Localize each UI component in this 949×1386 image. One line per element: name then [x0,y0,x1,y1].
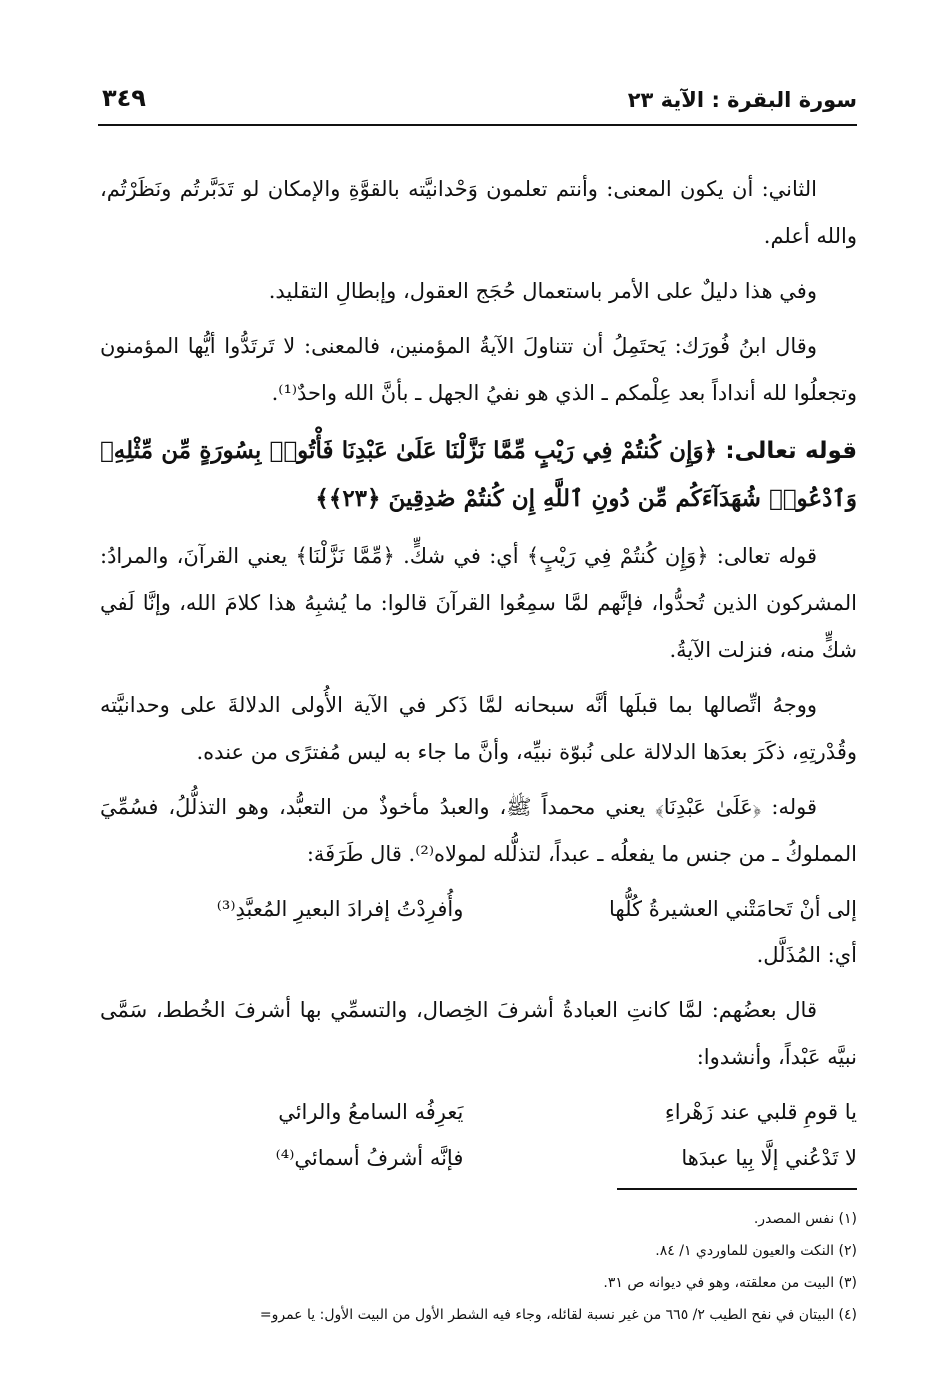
poem-line-3 [100,1135,857,1181]
main-text [100,166,857,1181]
paragraph-7: أي: المُذَلَّل. [756,943,857,967]
verse-heading [100,427,857,523]
poem-line-2 [100,1089,857,1135]
footnotes [94,1203,857,1331]
poem-line-1-second-hemistich: وأُفرِدْتُ إفرادَ البعيرِ المُعبَّدِ⁽³⁾ [216,897,464,921]
poem-line-1-first-hemistich: إلى أنْ تَحامَتْني العشيرةُ كُلُّها [609,897,857,921]
verse-heading-ayah: ﴿وَإِن كُنتُمْ فِي رَيْبٍ مِّمَّا نَزَّلْنَا عَلَىٰ عَبْدِنَا فَأْتُوا۟ بِسُورَةٍ مِّن مِّثْلِهِۦ وَٱدْعُوا۟ شُهَدَآءَكُم مِّن دُونِ ٱللَّهِ إِن كُنتُمْ صَٰدِقِينَ ﴿٢٣﴾﴾ [100,437,857,512]
footnote-separator [617,1188,857,1190]
poem-line-3-first-hemistich: لا تَدْعُني إلَّا بِيا عبدَها [681,1146,857,1170]
poem-line-1 [100,886,857,932]
running-title: سورة البقرة : الآية ٢٣ [627,88,857,112]
paragraph-3: وقال ابنُ فُورَك: يَحتَمِلُ أن تتناولَ الآيةُ المؤمنين، فالمعنى: لا تَرتَدُّوا أيُّها المؤمنون وتجعلُوا لله أنداداً بعد عِلْمكم ـ الذي هو نفيُ الجهل ـ بأنَّ الله واحدٌ⁽¹⁾. [100,334,857,405]
poem-line-3-second-hemistich: فإنَّه أشرفُ أسمائي⁽⁴⁾ [275,1146,464,1170]
page-header [98,84,857,126]
paragraph-8: قال بعضُهم: لمَّا كانتِ العبادةُ أشرفَ الخِصال، والتسمِّي بها أشرفَ الخُطط، سَمَّى نبيَّه عَبْداً، وأنشدوا: [100,998,857,1069]
poem-line-2-second-hemistich: يَعرِفُه السامعُ والرائي [278,1100,464,1124]
page-number: ٣٤٩ [102,84,146,112]
footnote-1: (١) نفس المصدر. [753,1211,857,1227]
paragraph-5: ووجهُ اتِّصالها بما قبلَها أنَّه سبحانه لمَّا ذَكر في الآية الأُولى الدلالةَ على وحدانيَّته وقُدْرتِهِ، ذكَرَ بعدَها الدلالة على نُبوّة نبيِّه، وأنَّ ما جاء به ليس مُفترًى من عنده. [100,693,857,764]
paragraph-2: وفي هذا دليلٌ على الأمر باستعمال حُجَج العقول، وإبطالِ التقليد. [268,279,817,303]
footnote-4: (٤) البيتان في نفح الطيب ٢/ ٦٦٥ من غير نسبة لقائله، وجاء فيه الشطر الأول من البيت الأول: يا عمرو= [259,1307,857,1323]
footnote-2: (٢) النكت والعيون للماوردي ١/ ٨٤. [655,1243,857,1259]
verse-heading-lead: قوله تعالى: [725,438,858,464]
poem-line-2-first-hemistich: يا قومِ قلبي عند زَهْراءِ [664,1100,857,1124]
paragraph-6: قوله: ﴿عَلَىٰ عَبْدِنَا﴾ يعني محمداً ﷺ، والعبدُ مأخوذٌ من التعبُّد، وهو التذلُّلُ، فسُمِّيَ المملوكُ ـ من جنس ما يفعلُه ـ عبداً، لتذلُّله لمولاه⁽²⁾. قال طَرَفَة: [100,795,857,866]
paragraph-1: الثاني: أن يكون المعنى: وأنتم تعلمون وَحْدانيَّته بالقوَّةِ والإمكان لو تَدَبَّرتُم ونَظَرْتُم، والله أعلم. [100,177,857,248]
paragraph-4: قوله تعالى: ﴿وَإِن كُنتُمْ فِي رَيْبٍ﴾ أي: في شكٍّ. ﴿مِّمَّا نَزَّلْنَا﴾ يعني القرآنَ، والمرادُ: المشركون الذين تُحدُّوا، فإنَّهم لمَّا سمِعُوا القرآنَ قالوا: ما يُشبِهُ هذا كلامَ الله، وإنَّا لَفي شكٍّ منه، فنزلت الآيةُ. [100,544,857,662]
footnote-3: (٣) البيت من معلقته، وهو في ديوانه ص ٣١. [603,1275,857,1291]
